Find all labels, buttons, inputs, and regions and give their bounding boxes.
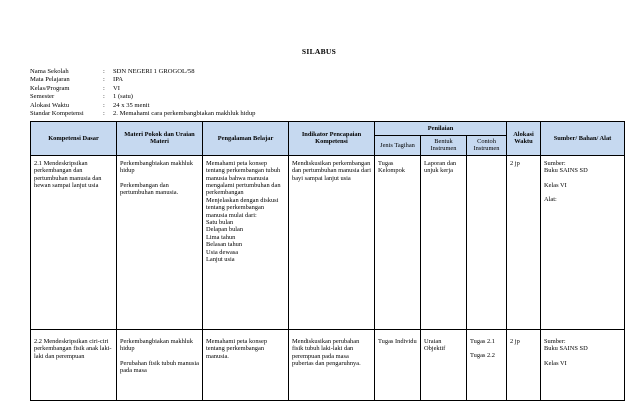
contoh-text: Tugas 2.1 <box>470 337 495 345</box>
kompetensi-cell <box>31 155 117 329</box>
kompetensi-number: 2.1 <box>34 159 42 167</box>
info-label: Nama Sekolah <box>30 68 69 75</box>
jenis-cell: Tugas Individu <box>375 329 421 400</box>
contoh-cell <box>467 155 507 329</box>
header-alokasi: Alokasi Waktu <box>507 122 541 156</box>
syllabus-table <box>30 121 625 401</box>
school-info <box>30 68 255 118</box>
info-label: Mata Pelajaran <box>30 76 70 84</box>
kompetensi-text: Mendeskripsikan ciri-ciri perkembangan fisik anak laki-laki dan perempuan <box>34 337 112 360</box>
table-row <box>31 155 625 329</box>
table-row <box>31 329 625 400</box>
pengalaman-cell <box>203 155 289 329</box>
info-row-time <box>30 102 255 110</box>
materi-text: Perkembangbiakan makhluk hidup <box>120 159 193 175</box>
info-row-school <box>30 68 255 76</box>
info-separator: : <box>103 68 105 75</box>
alokasi-cell: 2 jp <box>507 329 541 400</box>
header-jenis: Jenis Tagihan <box>375 136 421 156</box>
sumber-cell <box>541 329 625 400</box>
header-penilaian: Penilaian <box>375 122 507 136</box>
materi-text: Perkembangbiakan makhluk hidup <box>120 337 193 353</box>
materi-cell <box>117 155 203 329</box>
contoh-cell <box>467 329 507 400</box>
sumber-text: Sumber: <box>544 159 566 167</box>
page-title: SILABUS <box>301 47 337 56</box>
list-item: Lanjut usia <box>206 256 235 264</box>
pengalaman-text: Menjelaskan dengan diskusi tentang perkembangan manusia mulai dari: <box>206 196 279 219</box>
info-row-subject <box>30 76 255 84</box>
info-row-semester <box>30 93 255 101</box>
jenis-cell: Tugas Kelompok <box>375 155 421 329</box>
sumber-text: Kelas VI <box>544 181 567 189</box>
list-item: Satu bulan <box>206 219 234 227</box>
contoh-text: Tugas 2.2 <box>470 352 495 360</box>
bentuk-cell: Laporan dan unjuk kerja <box>421 155 467 329</box>
pengalaman-text: Memahami peta konsep tentang perkembangan tubuh manusia bahwa manusia mengalami pertumbuhan dan perkembangan <box>206 159 281 197</box>
pengalaman-text: Memahami peta konsep tentang perkembangan manusia. <box>206 337 268 360</box>
info-value: SDN NEGERI 1 GROGOL/58 <box>113 68 195 75</box>
header-pengalaman: Pengalaman Belajar <box>203 122 289 156</box>
info-label: Alokasi Waktu <box>30 101 70 109</box>
info-value: 2. Memahami cara perkembangbiakan makhluk hidup <box>113 110 256 118</box>
info-separator: : <box>103 76 105 84</box>
header-kompetensi: Kompetensi Dasar <box>31 122 117 156</box>
info-value: IPA <box>113 76 124 84</box>
sumber-text: Buku SAINS SD <box>544 167 588 175</box>
info-label: Standar Kompetensi <box>30 110 84 118</box>
list-item: Belasan tahun <box>206 241 243 249</box>
info-value: 24 x 35 menit <box>113 101 150 109</box>
header-bentuk: Bentuk Instrumen <box>421 136 467 156</box>
kompetensi-number: 2.2 <box>34 337 42 345</box>
materi-cell <box>117 329 203 400</box>
sumber-text: Sumber: <box>544 337 566 345</box>
info-label: Kelas/Program <box>30 84 70 92</box>
info-row-standard <box>30 110 255 118</box>
kompetensi-text: Mendeskripsikan perkembangan dan pertumbuhan manusia dan hewan sampai lanjut usia <box>34 159 102 190</box>
info-separator: : <box>103 110 105 118</box>
bentuk-cell: Uraian Objektif <box>421 329 467 400</box>
info-value: VI <box>113 84 120 92</box>
sumber-cell <box>541 155 625 329</box>
info-label: Semester <box>30 93 55 101</box>
kompetensi-cell <box>31 329 117 400</box>
info-separator: : <box>103 93 105 101</box>
alokasi-cell: 2 jp <box>507 155 541 329</box>
header-materi: Materi Pokok dan Uraian Materi <box>117 122 203 156</box>
pengalaman-cell <box>203 329 289 400</box>
list-item: Usia dewasa <box>206 248 239 256</box>
info-separator: : <box>103 84 105 92</box>
list-item: Delapan bulan <box>206 226 244 234</box>
materi-text: Perkembangan dan pertumbuhan manusia. <box>120 181 179 197</box>
info-separator: : <box>103 101 105 109</box>
info-row-class <box>30 85 255 93</box>
indikator-cell: Mendiskusikan perkembangan dan pertumbuhan manusia dari bayi sampai lanjut usia <box>289 155 375 329</box>
sumber-text: Buku SAINS SD <box>544 345 588 353</box>
materi-text: Perubahan fisik tubuh manusia pada masa <box>120 359 199 375</box>
header-contoh: Contoh Instrumen <box>467 136 507 156</box>
sumber-text: Alat: <box>544 196 557 204</box>
list-item: Lima tahun <box>206 233 236 241</box>
info-value: 1 (satu) <box>113 93 133 101</box>
header-indikator: Indikator Pencapaian Kompetensi <box>289 122 375 156</box>
sumber-text: Kelas VI <box>544 359 567 367</box>
header-sumber: Sumber/ Bahan/ Alat <box>541 122 625 156</box>
indikator-cell: Mendiskusikan perubahan fisik tubuh laki-laki dan perempuan pada masa pubertas dan pengaruhnya. <box>289 329 375 400</box>
